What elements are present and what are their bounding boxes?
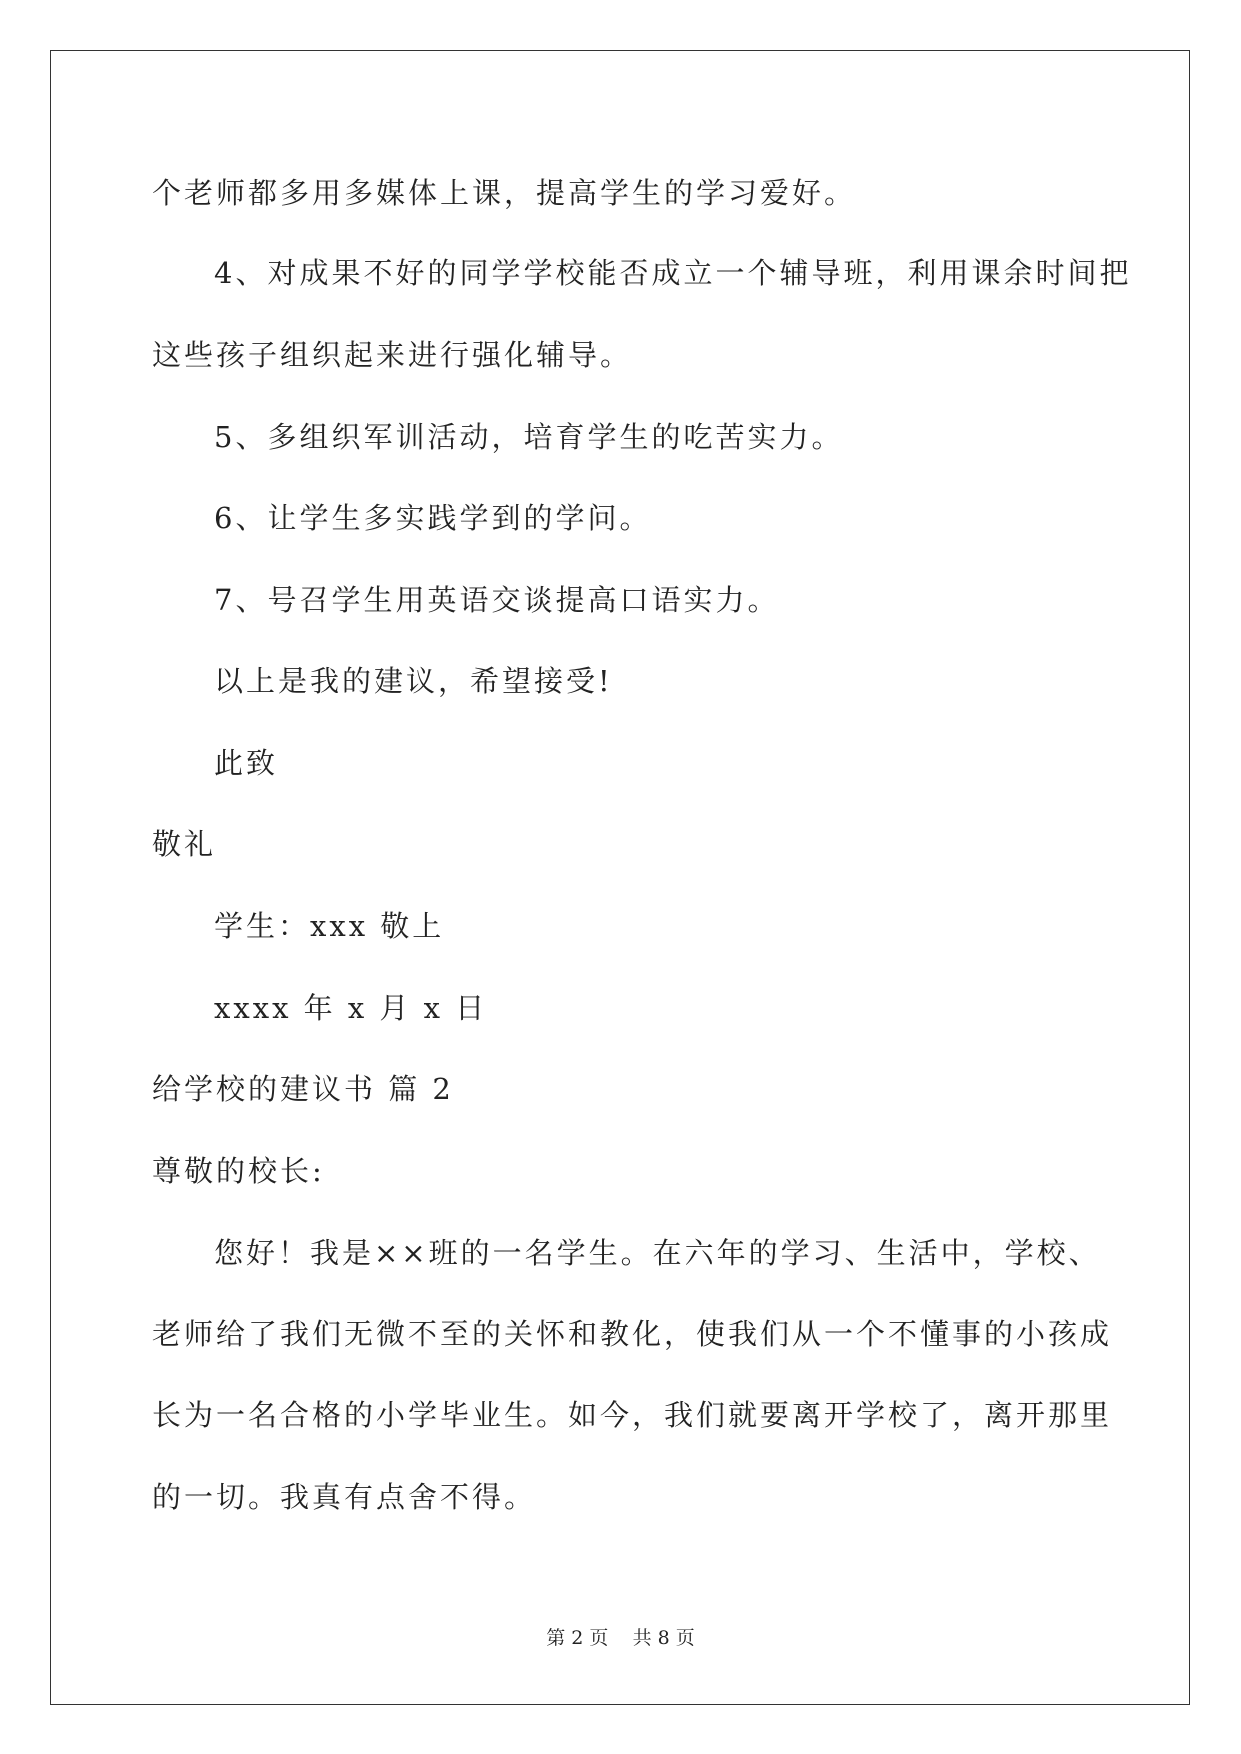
- date-line: xxxx 年 x 月 x 日: [214, 991, 488, 1025]
- paragraph-line: 以上是我的建议，希望接受!: [214, 664, 613, 698]
- paragraph-line: 的一切。我真有点舍不得。: [152, 1480, 537, 1514]
- salutation-line: 敬礼: [152, 827, 217, 861]
- signature-line: 学生：xxx 敬上: [214, 909, 445, 943]
- paragraph-line: 您好！我是××班的一名学生。在六年的学习、生活中，学校、: [214, 1236, 1101, 1270]
- page-border: [50, 50, 1190, 1705]
- paragraph-line: 这些孩子组织起来进行强化辅导。: [152, 338, 633, 372]
- section-heading: 给学校的建议书 篇 2: [152, 1072, 454, 1106]
- greeting-line: 尊敬的校长:: [152, 1154, 325, 1188]
- salutation-line: 此致: [214, 746, 279, 780]
- page-number: 第 2 页 共 8 页: [546, 1627, 695, 1649]
- paragraph-line: 4、对成果不好的同学学校能否成立一个辅导班，利用课余时间把: [214, 256, 1132, 290]
- paragraph-line: 6、让学生多实践学到的学问。: [214, 501, 652, 535]
- paragraph-line: 5、多组织军训活动，培育学生的吃苦实力。: [214, 420, 844, 454]
- paragraph-line: 个老师都多用多媒体上课，提高学生的学习爱好。: [152, 176, 857, 210]
- paragraph-line: 7、号召学生用英语交谈提高口语实力。: [214, 583, 780, 617]
- paragraph-line: 老师给了我们无微不至的关怀和教化，使我们从一个不懂事的小孩成: [152, 1317, 1113, 1351]
- paragraph-line: 长为一名合格的小学毕业生。如今，我们就要离开学校了，离开那里: [152, 1398, 1113, 1432]
